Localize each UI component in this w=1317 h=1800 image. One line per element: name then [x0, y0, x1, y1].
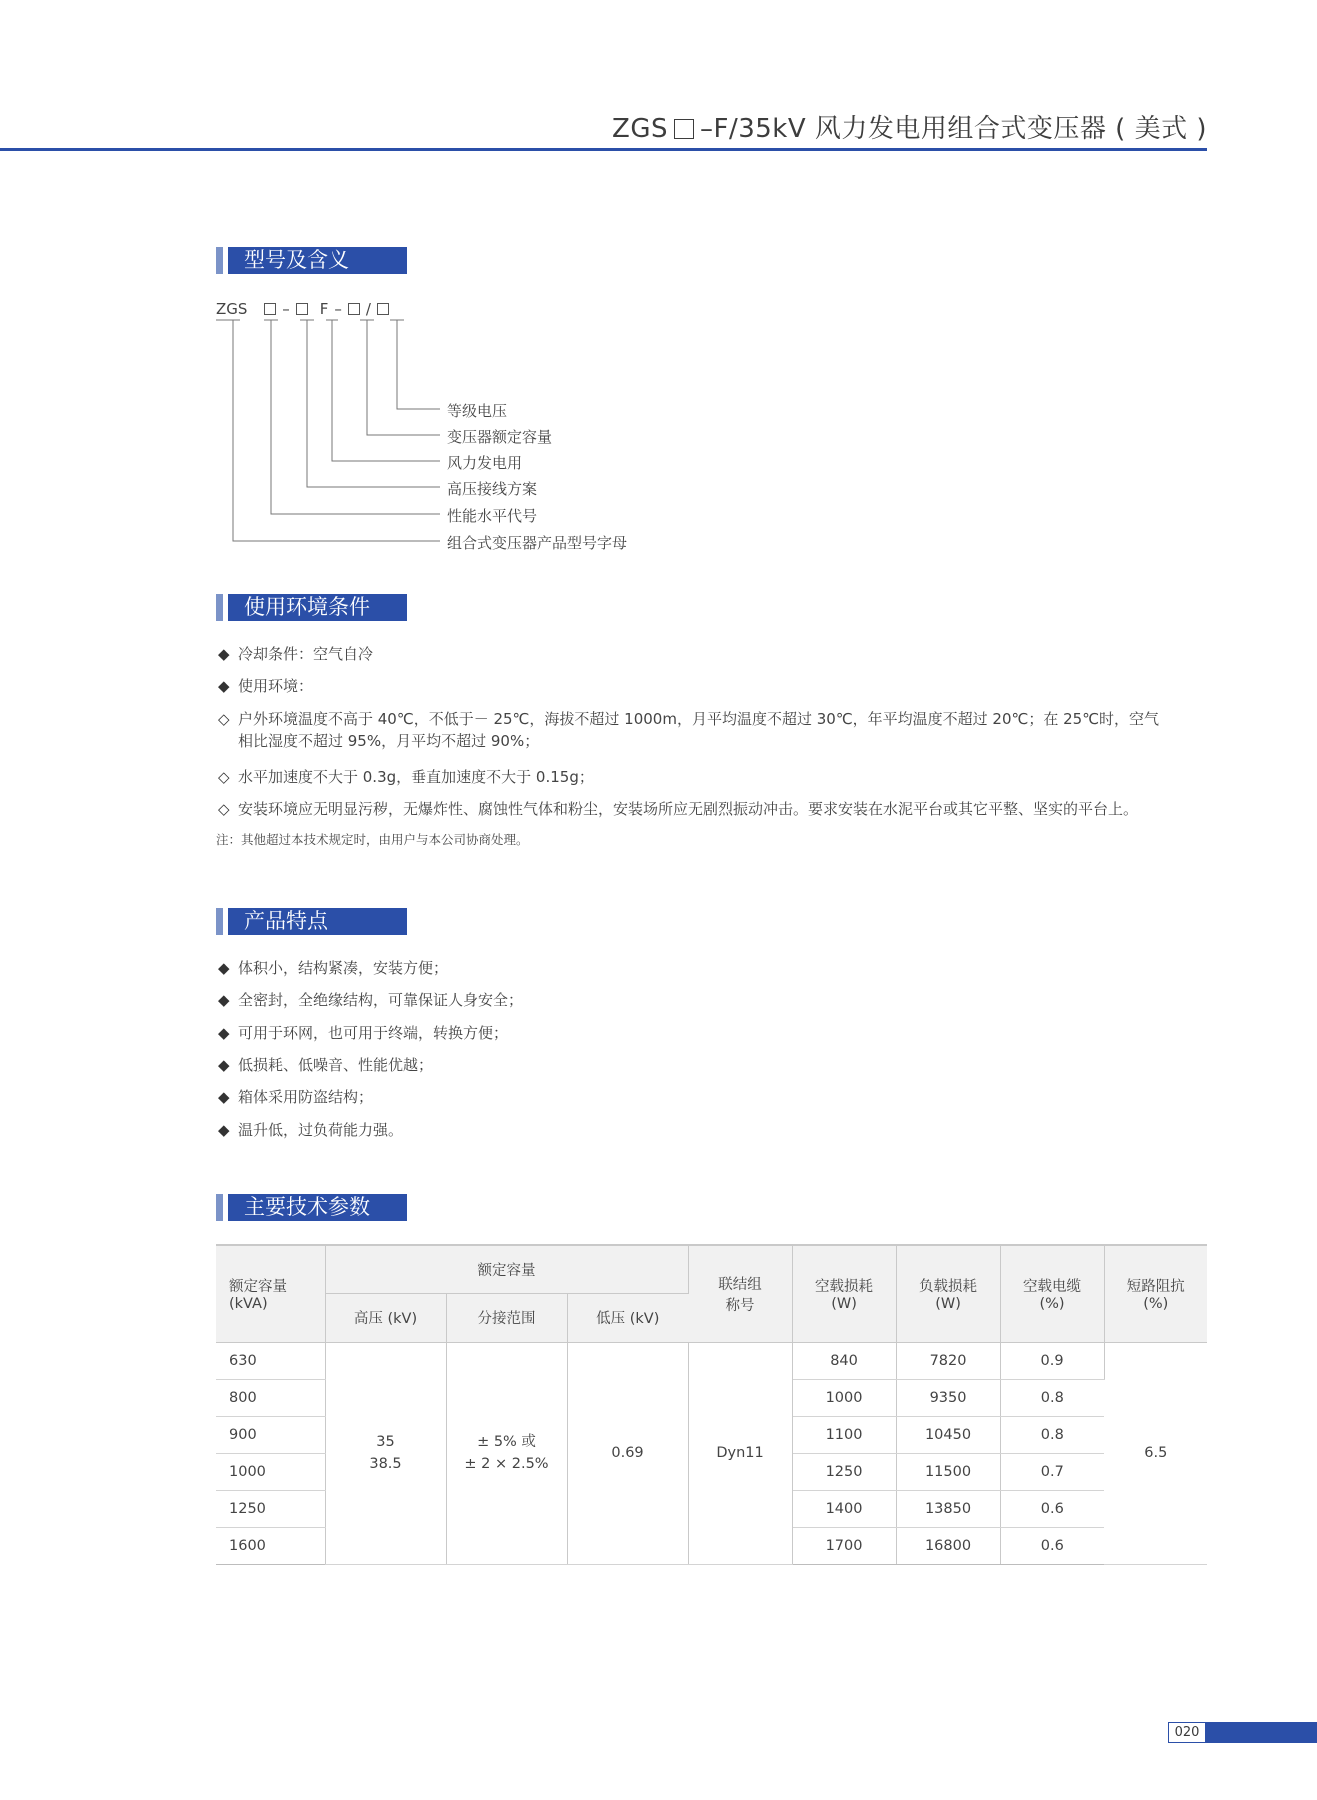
cell-current: 0.9 [1000, 1342, 1104, 1379]
model-code-f: F [319, 300, 329, 318]
heading-label: 使用环境条件 [228, 594, 407, 621]
th-load-loss: 负载损耗 (W) [896, 1245, 1000, 1342]
params-table [216, 1244, 1207, 1565]
diamond-filled-icon: ◆ [218, 1056, 230, 1074]
list-item: ◇ 水平加速度不大于 0.3g，垂直加速度不大于 0.15g； [218, 768, 594, 786]
model-label: 高压接线方案 [447, 480, 538, 498]
cell-capacity: 630 [216, 1342, 325, 1379]
model-label: 等级电压 [447, 402, 508, 420]
cell-noload: 1400 [792, 1490, 896, 1527]
heading-accent-bar [216, 247, 223, 274]
th-tap: 分接范围 [446, 1293, 567, 1342]
cell-load: 13850 [896, 1490, 1000, 1527]
cell-current: 0.6 [1000, 1527, 1104, 1564]
diamond-filled-icon: ◆ [218, 1121, 230, 1139]
th-noload-current: 空载电缆 (%) [1000, 1245, 1104, 1342]
cell-capacity: 1250 [216, 1490, 325, 1527]
environment-note: 注：其他超过本技术规定时，由用户与本公司协商处理。 [216, 832, 529, 847]
list-item: ◇ 安装环境应无明显污秽，无爆炸性、腐蚀性气体和粉尘，安装场所应无剧烈振动冲击。要求安装在水泥平台或其它平整、坚实的平台上。 [218, 800, 1139, 818]
model-code-prefix: ZGS [216, 300, 248, 318]
cell-load: 16800 [896, 1527, 1000, 1564]
model-label: 变压器额定容量 [447, 428, 553, 446]
cell-vector: Dyn11 [688, 1342, 792, 1564]
placeholder-square-icon [348, 303, 360, 315]
page-number-label: 020 [1168, 1722, 1206, 1743]
diamond-outline-icon: ◇ [218, 800, 230, 818]
th-hv: 高压 (kV) [325, 1293, 446, 1342]
list-item: ◆ 可用于环网，也可用于终端，转换方便； [218, 1024, 509, 1042]
cell-tap: ± 5% 或 ± 2 × 2.5% [446, 1342, 567, 1564]
diamond-filled-icon: ◆ [218, 677, 230, 695]
cell-current: 0.8 [1000, 1416, 1104, 1453]
cell-noload: 1000 [792, 1379, 896, 1416]
cell-load: 11500 [896, 1453, 1000, 1490]
cell-noload: 1700 [792, 1527, 896, 1564]
th-rated-group: 额定容量 [325, 1245, 688, 1293]
list-item: ◆ 全密封，全绝缘结构，可靠保证人身安全； [218, 991, 524, 1009]
placeholder-square-icon [296, 303, 308, 315]
diamond-outline-icon: ◇ [218, 710, 230, 728]
cell-current: 0.6 [1000, 1490, 1104, 1527]
model-code-slash: / [365, 300, 371, 318]
placeholder-square-icon [674, 119, 694, 139]
cell-noload: 1100 [792, 1416, 896, 1453]
table-row [216, 1342, 1207, 1379]
cell-load: 10450 [896, 1416, 1000, 1453]
list-item: ◇ 户外环境温度不高于 40℃，不低于－ 25℃，海拔不超过 1000m，月平均温度不超过 30℃，年平均温度不超过 20℃；在 25℃时，空气 相比湿度不超过 95%，月平均不超过 90%； [218, 710, 1160, 750]
title-rule [0, 148, 1207, 151]
cell-hv: 35 38.5 [325, 1342, 446, 1564]
list-item: ◆ 冷却条件：空气自冷 [218, 645, 374, 663]
th-noload-loss: 空载损耗 (W) [792, 1245, 896, 1342]
model-code [216, 300, 389, 318]
th-lv: 低压 (kV) [567, 1293, 688, 1342]
heading-accent-bar [216, 908, 223, 935]
model-label: 组合式变压器产品型号字母 [447, 534, 628, 552]
cell-capacity: 800 [216, 1379, 325, 1416]
heading-label: 主要技术参数 [228, 1194, 407, 1221]
diamond-filled-icon: ◆ [218, 1088, 230, 1106]
list-item: ◆ 温升低，过负荷能力强。 [218, 1121, 404, 1139]
heading-accent-bar [216, 594, 223, 621]
placeholder-square-icon [264, 303, 276, 315]
page-title [612, 108, 1207, 145]
cell-capacity: 1600 [216, 1527, 325, 1564]
cell-current: 0.8 [1000, 1379, 1104, 1416]
cell-capacity: 1000 [216, 1453, 325, 1490]
heading-accent-bar [216, 1194, 223, 1221]
list-item: ◆ 使用环境： [218, 677, 314, 695]
page-number-bar [1206, 1722, 1317, 1743]
list-item: ◆ 箱体采用防盗结构； [218, 1088, 374, 1106]
th-impedance: 短路阻抗 (%) [1104, 1245, 1207, 1342]
model-label: 风力发电用 [447, 454, 523, 472]
list-item: ◆ 低损耗、低噪音、性能优越； [218, 1056, 434, 1074]
diamond-filled-icon: ◆ [218, 991, 230, 1009]
diamond-filled-icon: ◆ [218, 645, 230, 663]
cell-current: 0.7 [1000, 1453, 1104, 1490]
model-code-dash: – [334, 300, 342, 318]
title-prefix: ZGS [612, 114, 668, 144]
cell-capacity: 900 [216, 1416, 325, 1453]
model-label: 性能水平代号 [447, 507, 538, 525]
cell-load: 9350 [896, 1379, 1000, 1416]
list-item: ◆ 体积小，结构紧凑，安装方便； [218, 959, 449, 977]
title-suffix: –F/35kV 风力发电用组合式变压器 ( 美式 ) [700, 114, 1207, 144]
cell-load: 7820 [896, 1342, 1000, 1379]
heading-label: 型号及含义 [228, 247, 407, 274]
th-vector-group: 联结组 称号 [688, 1245, 792, 1342]
th-capacity: 额定容量 (kVA) [216, 1245, 325, 1342]
placeholder-square-icon [377, 303, 389, 315]
diamond-outline-icon: ◇ [218, 768, 230, 786]
cell-lv: 0.69 [567, 1342, 688, 1564]
model-code-dash: – [282, 300, 290, 318]
cell-noload: 1250 [792, 1453, 896, 1490]
cell-impedance: 6.5 [1104, 1342, 1207, 1564]
cell-noload: 840 [792, 1342, 896, 1379]
heading-label: 产品特点 [228, 908, 407, 935]
diamond-filled-icon: ◆ [218, 959, 230, 977]
diamond-filled-icon: ◆ [218, 1024, 230, 1042]
